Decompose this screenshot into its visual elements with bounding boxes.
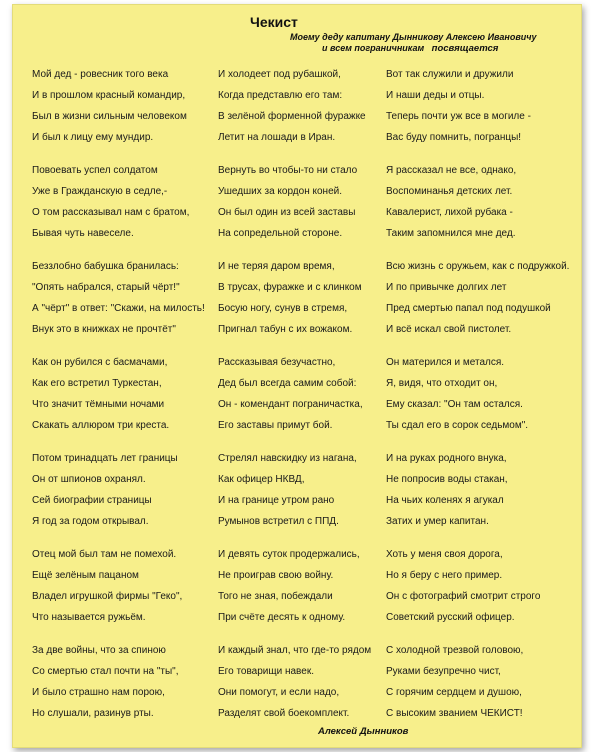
poem-line: Он матерился и метался. [386,357,505,368]
stanza [386,64,569,148]
stanza [218,256,371,340]
poem-line: Как он рубился с басмачами, [32,357,168,368]
poem-line: Бывая чуть навеселе. [32,228,134,239]
poem-line: Он от шпионов охранял. [32,474,146,485]
poem-line: Кавалерист, лихой рубака - [386,207,513,218]
poem-line: И по привычке долгих лет [386,282,507,293]
poem-line: Того не зная, побеждали [218,591,333,602]
poem-line: Он был один из всей заставы [218,207,356,218]
stanza [218,448,371,532]
poem-line: О том рассказывал нам с братом, [32,207,190,218]
poem-line: Со смертью стал почти на "ты", [32,666,179,677]
stanza [32,256,205,340]
poem-line: Владел игрушкой фирмы "Геко", [32,591,183,602]
poem-line: Ещё зелёным пацаном [32,570,139,581]
poem-line: Уже в Гражданскую в седле,- [32,186,168,197]
poem-line: Ты сдал его в сорок седьмом". [386,420,529,431]
poem-line: Пригнал табун с их вожаком. [218,324,353,335]
poem-line: И на руках родного внука, [386,453,507,464]
poem-line: Вернуть во чтобы-то ни стало [218,165,358,176]
poem-line: Беззлобно бабушка бранилась: [32,261,179,272]
poem-line: Я год за годом открывал. [32,516,149,527]
poem-line: И был к лицу ему мундир. [32,132,154,143]
poem-line: Когда представлю его там: [218,90,343,101]
poem-line: Я рассказал не все, однако, [386,165,517,176]
poem-line: Потом тринадцать лет границы [32,453,178,464]
poem-line: Мой дед - ровесник того века [32,69,169,80]
stanza [32,64,205,148]
dedication [290,32,570,54]
author-signature: Алексей Дынников [318,726,409,737]
stanza [386,448,569,532]
poem-line: И на границе утром рано [218,495,335,506]
dedication-line-1: Моему деду капитану Дынникову Алексею Ивановичу [290,32,537,42]
poem-line: И не теряя даром время, [218,261,335,272]
poem-column-3 [386,64,569,736]
poem-line: С горячим сердцем и душою, [386,687,522,698]
stanza [386,352,569,436]
poem-title: Чекист [250,14,298,30]
poem-line: Они помогут, и если надо, [218,687,340,698]
poem-line: С холодной трезвой головою, [386,645,524,656]
poem-line: Ему сказал: "Он там остался. [386,399,523,410]
poem-line: Его товарищи навек. [218,666,314,677]
poem-line: Я, видя, что отходит он, [386,378,498,389]
poem-line: Но слушали, разинув рты. [32,708,154,719]
stanza [218,64,371,148]
poem-line: Как его встретил Туркестан, [32,378,162,389]
poem-line: Босую ногу, сунув в стремя, [218,303,348,314]
poem-line: Пред смертью папал под подушкой [386,303,551,314]
stanza [32,160,205,244]
poem-line: И всё искал свой пистолет. [386,324,512,335]
poem-line: С высоким званием ЧЕКИСТ! [386,708,523,719]
dedication-line-2 [290,43,570,54]
poem-line: Но я беру с него пример. [386,570,503,581]
dedication-recipients: и всем пограничникам [322,43,425,53]
stanza [218,544,371,628]
poem-line: И в прошлом красный командир, [32,90,186,101]
poem-line: Вот так служили и дружили [386,69,514,80]
stanza [386,640,569,724]
poem-column-1 [32,64,205,736]
poem-line: Теперь почти уж все в могиле - [386,111,531,122]
stanza [386,160,569,244]
poem-line: В трусах, фуражке и с клинком [218,282,362,293]
poem-line: Был в жизни сильным человеком [32,111,187,122]
poem-line: Вас буду помнить, погранцы! [386,132,522,143]
poem-line: И девять суток продержались, [218,549,360,560]
poem-line: Что называется ружьём. [32,612,146,623]
poem-line: Сей биографии страницы [32,495,152,506]
stanza [386,544,569,628]
poem-line: Не попросив воды стакан, [386,474,508,485]
poem-line: Стрелял навскидку из нагана, [218,453,357,464]
stanza [32,544,205,628]
poem-line: Летит на лошади в Иран. [218,132,336,143]
poem-line: Он - комендант пограничастка, [218,399,363,410]
poem-line: Воспоминанья детских лет. [386,186,513,197]
poem-line: Таким запомнился мне дед. [386,228,516,239]
stanza [386,256,569,340]
poem-line: Затих и умер капитан. [386,516,489,527]
stanza [218,352,371,436]
stanza [218,160,371,244]
poem-line: Ушедших за кордон коней. [218,186,342,197]
poem-line: На чьих коленях я агукал [386,495,504,506]
poem-line: Не проиграв свою войну. [218,570,334,581]
poem-line: За две войны, что за спиною [32,645,166,656]
poem-line: Хоть у меня своя дорога, [386,549,503,560]
poem-line: И каждый знал, что где-то рядом [218,645,372,656]
stanza [32,448,205,532]
poem-line: Скакать аллюром три креста. [32,420,170,431]
stanza [218,640,371,724]
poem-line: В зелёной форменной фуражке [218,111,366,122]
poem-line: На сопредельной стороне. [218,228,343,239]
poem-line: И холодеет под рубашкой, [218,69,341,80]
poem-line: Он с фотографий смотрит строго [386,591,541,602]
poem-line: Внук это в книжках не прочтёт" [32,324,176,335]
poem-line: Его заставы примут бой. [218,420,333,431]
poem-line: А "чёрт" в ответ: "Скажи, на милость! [32,303,205,314]
poem-line: Руками безупречно чист, [386,666,501,677]
poem-line: Разделят свой боекомплект. [218,708,350,719]
poem-line: И было страшно нам порою, [32,687,165,698]
poem-line: "Опять набрался, старый чёрт!" [32,282,180,293]
poem-line: Отец мой был там не помехой. [32,549,177,560]
poem-column-2 [218,64,371,736]
poem-line: Дед был всегда самим собой: [218,378,357,389]
poem-line: Повоевать успел солдатом [32,165,158,176]
poem-line: Советский русский офицер. [386,612,515,623]
poem-line: Как офицер НКВД, [218,474,305,485]
poem-line: Румынов встретил с ППД. [218,516,339,527]
poem-line: Всю жизнь с оружьем, как с подружкой. [386,261,570,272]
stanza [32,352,205,436]
dedication-verb: посвящается [431,43,499,54]
poem-line: Что значит тёмными ночами [32,399,165,410]
poem-line: И наши деды и отцы. [386,90,485,101]
poem-line: При счёте десять к одному. [218,612,346,623]
stanza [32,640,205,724]
poem-line: Рассказывая безучастно, [218,357,336,368]
